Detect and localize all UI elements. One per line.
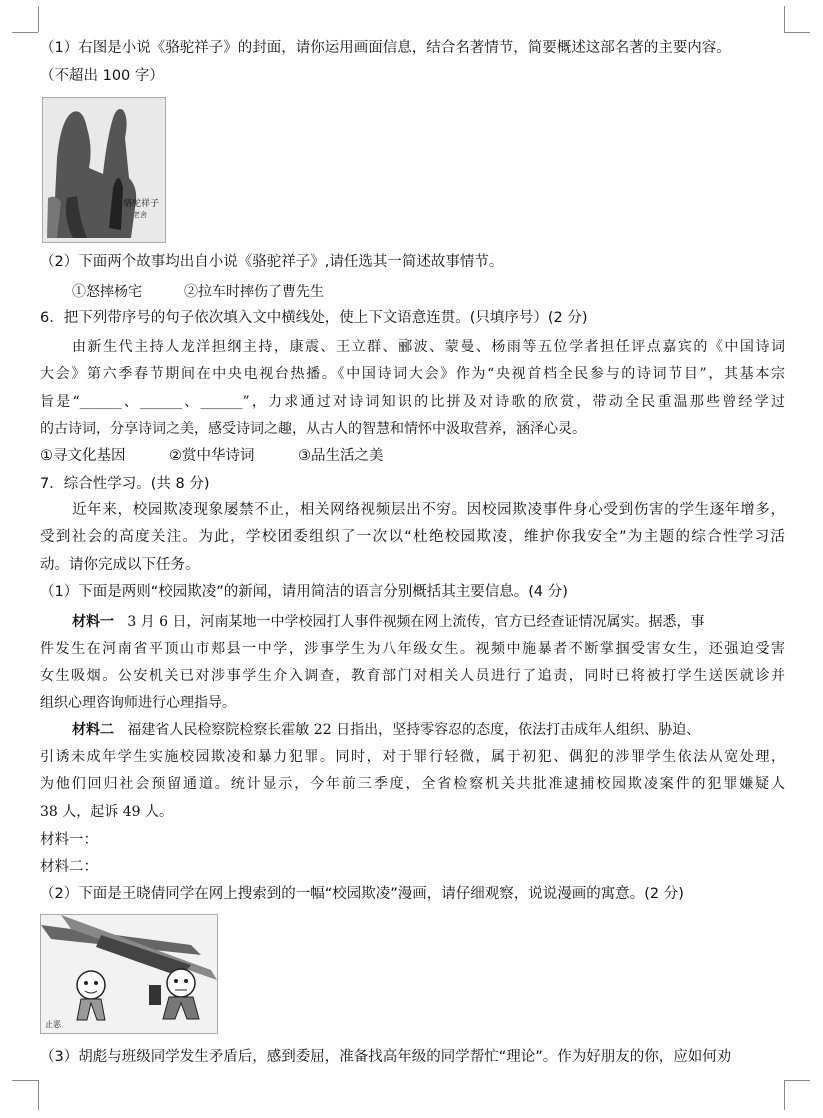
q5-options: ①怒摔杨宅 ②拉车时摔伤了曹先生 (72, 284, 324, 300)
q7-intro-line2: 受到社会的高度关注。为此，学校团委组织了一次以“杜绝校园欺凌，维护你我安全”为主题的综合性学习活 (40, 529, 785, 545)
crop-mark-bottom-left (38, 1080, 39, 1110)
q6-para-line1: 由新生代主持人龙洋担纲主持，康震、王立群、郦波、蒙曼、杨雨等五位学者担任评点嘉宾的《中国诗词 (72, 339, 785, 355)
bullying-cartoon-image (40, 914, 218, 1034)
crop-mark-top-left (38, 6, 39, 32)
material2-line3: 为他们回归社会预留通道。统计显示，今年前三季度，全省检察机关共批准逮捕校园欺凌案件的犯罪嫌疑人 (40, 776, 785, 792)
answer-material2: 材料二： (40, 859, 98, 875)
material1-label: 材料一 (72, 614, 114, 630)
q5-part2: （2）下面两个故事均出自小说《骆驼祥子》,请任选其一简述故事情节。 (40, 254, 504, 270)
material1-text1: 3 月 6 日，河南某地一中学校园打人事件视频在网上流传，官方已经查证情况属实。据悉，事 (127, 614, 705, 630)
crop-mark-top-left-h (12, 32, 38, 33)
material2-line1 (72, 720, 785, 740)
material1-line1 (72, 612, 785, 632)
q7-heading: 7．综合性学习。(共 8 分) (40, 476, 210, 492)
q6-para-line4: 的古诗词，分享诗词之美，感受诗词之趣，从古人的智慧和情怀中汲取营养，涵泽心灵。 (40, 421, 586, 437)
crop-mark-bottom-left-h (12, 1080, 38, 1081)
cover-title: 骆驼祥子 (123, 199, 160, 209)
material2-text1: 福建省人民检察院检察长霍敏 22 日指出，坚持零容忍的态度，依法打击成年人组织、胁迫、 (127, 722, 701, 738)
material2-line2: 引诱未成年学生实施校园欺凌和暴力犯罪。同时，对于罪行轻微，属于初犯、偶犯的涉罪学生依法从宽处理， (40, 749, 785, 765)
cartoon-caption: 止恶 (45, 1020, 61, 1029)
crop-mark-top-right-h (784, 32, 810, 33)
cartoon-illustration (41, 915, 217, 1033)
q7-task3: （3）胡彪与班级同学发生矛盾后，感到委屈，准备找高年级的同学帮忙“理论”。作为好朋友的你，应如何劝 (40, 1049, 732, 1065)
cover-author: 老舍 (133, 211, 147, 219)
crop-mark-bottom-right-h (784, 1080, 810, 1081)
q6-para-line3: 旨是“______、______、______”，力求通过对诗词知识的比拼及对诗歌的欣赏，带动全民重温那些曾经学过 (40, 394, 785, 410)
material1-line4: 组织心理咨询师进行心理指导。 (40, 695, 236, 711)
crop-mark-top-right (784, 6, 785, 32)
q6-options: ①寻文化基因 ②赏中华诗词 ③品生活之美 (40, 448, 384, 464)
crop-mark-bottom-right (784, 1080, 785, 1110)
q5-part1-line1: （1）右图是小说《骆驼祥子》的封面，请你运用画面信息，结合名著情节，简要概述这部名著的主要内容。 (40, 40, 731, 56)
q6-para-line2: 大会》第六季春节期间在中央电视台热播。《中国诗词大会》作为“央视首档全民参与的诗词节目”，其基本宗 (40, 366, 785, 382)
q5-part1-line2: （不超出 100 字） (40, 68, 164, 84)
q6-heading: 6．把下列带序号的句子依次填入文中横线处，使上下文语意连贯。(只填序号）(2 分) (40, 310, 588, 326)
material2-label: 材料二 (72, 722, 114, 738)
q7-intro-line3: 动。请你完成以下任务。 (40, 557, 200, 573)
novel-cover-illustration (43, 98, 165, 242)
q7-task1: （1）下面是两则“校园欺凌”的新闻，请用简洁的语言分别概括其主要信息。(4 分) (40, 584, 568, 600)
q7-task2: （2）下面是王晓倩同学在网上搜索到的一幅“校园欺凌”漫画，请仔细观察，说说漫画的寓意。(2 分) (40, 886, 684, 902)
material1-line2: 件发生在河南省平顶山市郏县一中学，涉事学生为八年级女生。视频中施暴者不断掌掴受害女生，还强迫受害 (40, 641, 785, 657)
novel-cover-image (42, 97, 166, 243)
material1-line3: 女生吸烟。公安机关已对涉事学生介入调查，教育部门对相关人员进行了追责，同时已将被打学生送医就诊并 (40, 668, 785, 684)
q7-intro-line1: 近年来，校园欺凌现象屡禁不止，相关网络视频层出不穷。因校园欺凌事件身心受到伤害的学生逐年增多， (72, 502, 785, 518)
answer-material1: 材料一： (40, 832, 98, 848)
material2-line4: 38 人，起诉 49 人。 (40, 804, 173, 820)
